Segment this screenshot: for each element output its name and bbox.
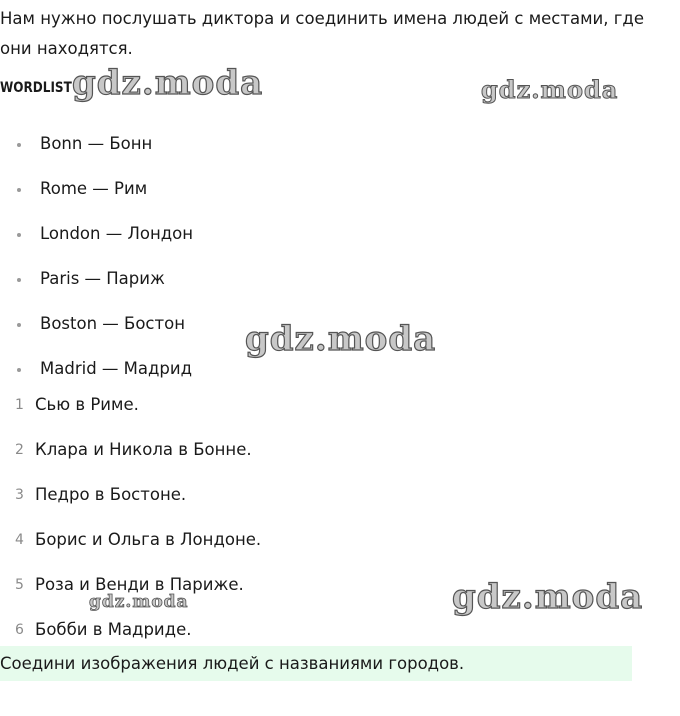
list-item bbox=[0, 390, 500, 435]
list-item bbox=[0, 264, 400, 309]
sentence-list bbox=[0, 390, 500, 660]
item-number: 1 bbox=[15, 397, 24, 413]
bullet-icon bbox=[17, 278, 21, 282]
item-number: 4 bbox=[15, 532, 24, 548]
task-text: Соедини изображения людей с названиями городов. bbox=[0, 646, 632, 681]
list-item bbox=[0, 435, 500, 480]
list-item bbox=[0, 480, 500, 525]
wordlist-item: Paris — Париж bbox=[40, 269, 165, 288]
list-item bbox=[0, 174, 400, 219]
sentence-text: Сью в Риме. bbox=[35, 395, 139, 414]
bullet-icon bbox=[17, 233, 21, 237]
watermark-logo: gdz.moda bbox=[481, 75, 619, 104]
watermark-logo: gdz.moda bbox=[89, 592, 189, 612]
bullet-icon bbox=[17, 368, 21, 372]
sentence-text: Педро в Бостоне. bbox=[35, 485, 187, 504]
watermark-logo: gdz.moda bbox=[452, 577, 644, 617]
watermark-logo: gdz.moda bbox=[72, 63, 264, 103]
item-number: 6 bbox=[15, 622, 24, 638]
item-number: 2 bbox=[15, 442, 24, 458]
sentence-text: Борис и Ольга в Лондоне. bbox=[35, 530, 262, 549]
sentence-text: Роза и Венди в Париже. bbox=[35, 575, 244, 594]
sentence-text: Клара и Никола в Бонне. bbox=[35, 440, 252, 459]
intro-text: Нам нужно послушать диктора и соединить имена людей с местами, где они находятся. bbox=[0, 9, 644, 58]
item-number: 3 bbox=[15, 487, 24, 503]
list-item bbox=[0, 525, 500, 570]
watermark-logo: gdz.moda bbox=[245, 319, 437, 359]
list-item bbox=[0, 570, 500, 615]
item-number: 5 bbox=[15, 577, 24, 593]
list-item bbox=[0, 129, 400, 174]
bullet-icon bbox=[17, 143, 21, 147]
bullet-icon bbox=[17, 188, 21, 192]
sentence-text: Бобби в Мадриде. bbox=[35, 620, 192, 639]
wordlist-item: Boston — Бостон bbox=[40, 314, 186, 333]
wordlist-item: Bonn — Бонн bbox=[40, 134, 153, 153]
wordlist-item: Madrid — Мадрид bbox=[40, 359, 193, 378]
wordlist-item: Rome — Рим bbox=[40, 179, 148, 198]
bullet-icon bbox=[17, 323, 21, 327]
list-item bbox=[0, 219, 400, 264]
wordlist-heading: WORDLIST bbox=[0, 80, 72, 96]
wordlist-item: London — Лондон bbox=[40, 224, 194, 243]
